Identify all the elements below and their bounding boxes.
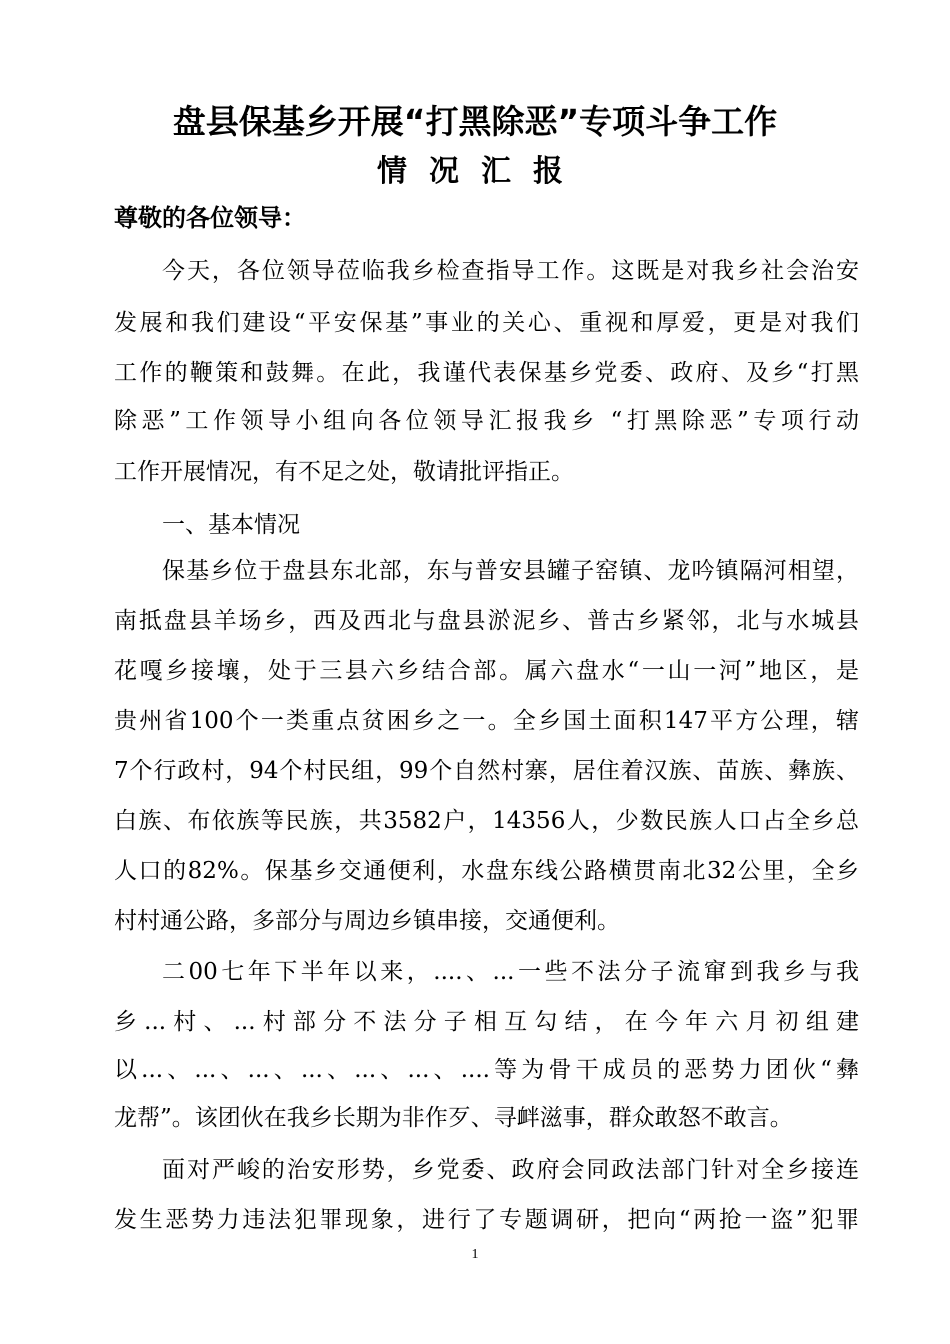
- paragraph-2-line-5: 7个行政村，94个村民组，99个自然村寨，居住着汉族、苗族、彝族、: [114, 758, 859, 784]
- document-title: 盘县保基乡开展“打黑除恶”专项斗争工作: [172, 102, 778, 141]
- paragraph-1-line-2: 发展和我们建设“平安保基”事业的关心、重视和厚爱，更是对我们: [114, 310, 859, 336]
- paragraph-2-line-3: 花嘎乡接壤，处于三县六乡结合部。属六盘水“一山一河”地区，是: [114, 658, 859, 684]
- paragraph-3-line-1: 二00七年下半年以来，....、...一些不法分子流窜到我乡与我: [162, 959, 859, 985]
- paragraph-2-line-2: 南抵盘县羊场乡，西及西北与盘县淤泥乡、普古乡紧邻，北与水城县: [114, 608, 859, 634]
- paragraph-4-line-1: 面对严峻的治安形势，乡党委、政府会同政法部门针对全乡接连: [162, 1157, 859, 1183]
- paragraph-1-line-4: 除恶”工作领导小组向各位领导汇报我乡 “打黑除恶”专项行动: [114, 408, 859, 434]
- paragraph-2-line-8: 村村通公路，多部分与周边乡镇串接，交通便利。: [114, 908, 620, 934]
- paragraph-1-line-5: 工作开展情况，有不足之处，敬请批评指正。: [114, 459, 574, 485]
- paragraph-4-line-2: 发生恶势力违法犯罪现象，进行了专题调研，把向“两抢一盗”犯罪: [114, 1207, 859, 1233]
- paragraph-3-line-2: 乡...村、...村部分不法分子相互勾结，在今年六月初组建: [114, 1009, 859, 1035]
- section-heading: 一、基本情况: [162, 512, 300, 538]
- paragraph-3-line-4: 龙帮”。该团伙在我乡长期为非作歹、寻衅滋事，群众敢怒不敢言。: [114, 1105, 793, 1131]
- page-number: 1: [471, 1247, 479, 1262]
- paragraph-2-line-7: 人口的82%。保基乡交通便利，水盘东线公路横贯南北32公里，全乡: [114, 858, 859, 884]
- paragraph-2-line-6: 白族、布依族等民族，共3582户，14356人，少数民族人口占全乡总: [114, 808, 859, 834]
- paragraph-2-line-4: 贵州省100个一类重点贫困乡之一。全乡国土面积147平方公理，辖: [114, 708, 859, 734]
- paragraph-3-line-3: 以...、...、...、...、...、...、....等为骨干成员的恶势力团伙“彝: [114, 1057, 859, 1083]
- salutation: 尊敬的各位领导：: [114, 204, 306, 232]
- document-subtitle: 情况汇报: [377, 154, 585, 189]
- paragraph-2-line-1: 保基乡位于盘县东北部，东与普安县罐子窑镇、龙吟镇隔河相望，: [162, 558, 859, 584]
- paragraph-1-line-1: 今天，各位领导莅临我乡检查指导工作。这既是对我乡社会治安: [162, 258, 859, 284]
- paragraph-1-line-3: 工作的鞭策和鼓舞。在此，我谨代表保基乡党委、政府、及乡“打黑: [114, 360, 859, 386]
